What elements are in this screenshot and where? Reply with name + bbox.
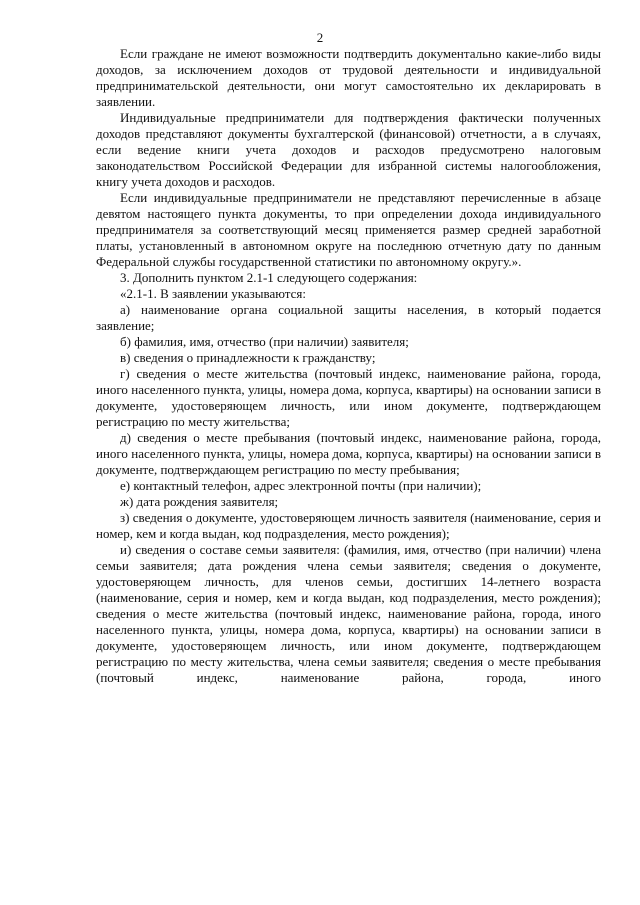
list-item-d: д) сведения о месте пребывания (почтовый индекс, наименование района, города, иного населенного пункта, улицы, номера дома, корпуса, квартиры) на основании записи в документе, подтверждающем регистрацию по месту пребывания; bbox=[96, 430, 601, 477]
page-number: 2 bbox=[316, 30, 324, 45]
list-item-zh: ж) дата рождения заявителя; bbox=[120, 494, 279, 509]
paragraph-item-3: 3. Дополнить пунктом 2.1-1 следующего содержания: bbox=[120, 270, 418, 285]
list-item-e: е) контактный телефон, адрес электронной почты (при наличии); bbox=[120, 478, 482, 493]
paragraph-2-1-1-heading: «2.1-1. В заявлении указываются: bbox=[120, 286, 306, 301]
list-item-z: з) сведения о документе, удостоверяющем личность заявителя (наименование, серия и номер, кем и когда выдан, код подразделения, место рождения); bbox=[96, 510, 601, 541]
paragraph-entrepreneurs-documents: Индивидуальные предприниматели для подтверждения фактически полученных доходов представляют документы бухгалтерской (финансовой) отчетности, а в случаях, если ведение книги учета доходов и расходов предусмотрено налоговым законодательством Российской Федерации для избранной системы налогообложения, книгу учета доходов и расходов. bbox=[96, 110, 601, 189]
paragraph-declare-income: Если граждане не имеют возможности подтвердить документально какие-либо виды доходов, за исключением доходов от трудовой деятельности и индивидуальной предпринимательской деятельности, они могут самостоятельно их декларировать в заявлении. bbox=[96, 46, 601, 109]
list-item-i: и) сведения о составе семьи заявителя: (фамилия, имя, отчество (при наличии) члена семьи заявителя; дата рождения члена семьи заявителя; сведения о документе, удостоверяющем личность, для членов семьи, достигших 14-летнего возраста (наименование, серия и номер, кем и когда выдан, код подразделения, место рождения); сведения о месте жительства (почтовый индекс, наименование района, города, иного населенного пункта, улицы, номера дома, корпуса, квартиры) на основании записи в документе, удостоверяющем личность, или ином документе, подтверждающем регистрацию по месту жительства, члена семьи заявителя; сведения о месте пребывания (почтовый индекс, наименование района, города, иного bbox=[96, 542, 601, 685]
paragraph-average-salary: Если индивидуальные предприниматели не представляют перечисленные в абзаце девятом настоящего пункта документы, то при определении дохода индивидуального предпринимателя за соответствующий месяц применяется размер средней заработной платы, установленный в автономном округе на последнюю отчетную дату по данным Федеральной службы государственной статистики по автономному округу.». bbox=[96, 190, 601, 269]
list-item-b: б) фамилия, имя, отчество (при наличии) заявителя; bbox=[120, 334, 409, 349]
document-body bbox=[96, 46, 601, 686]
list-item-v: в) сведения о принадлежности к гражданству; bbox=[120, 350, 376, 365]
list-item-a: а) наименование органа социальной защиты населения, в который подается заявление; bbox=[96, 302, 601, 333]
list-item-g: г) сведения о месте жительства (почтовый индекс, наименование района, города, иного населенного пункта, улицы, номера дома, корпуса, квартиры) на основании записи в документе, удостоверяющем личность, или ином документе, подтверждающем регистрацию по месту жительства; bbox=[96, 366, 601, 429]
